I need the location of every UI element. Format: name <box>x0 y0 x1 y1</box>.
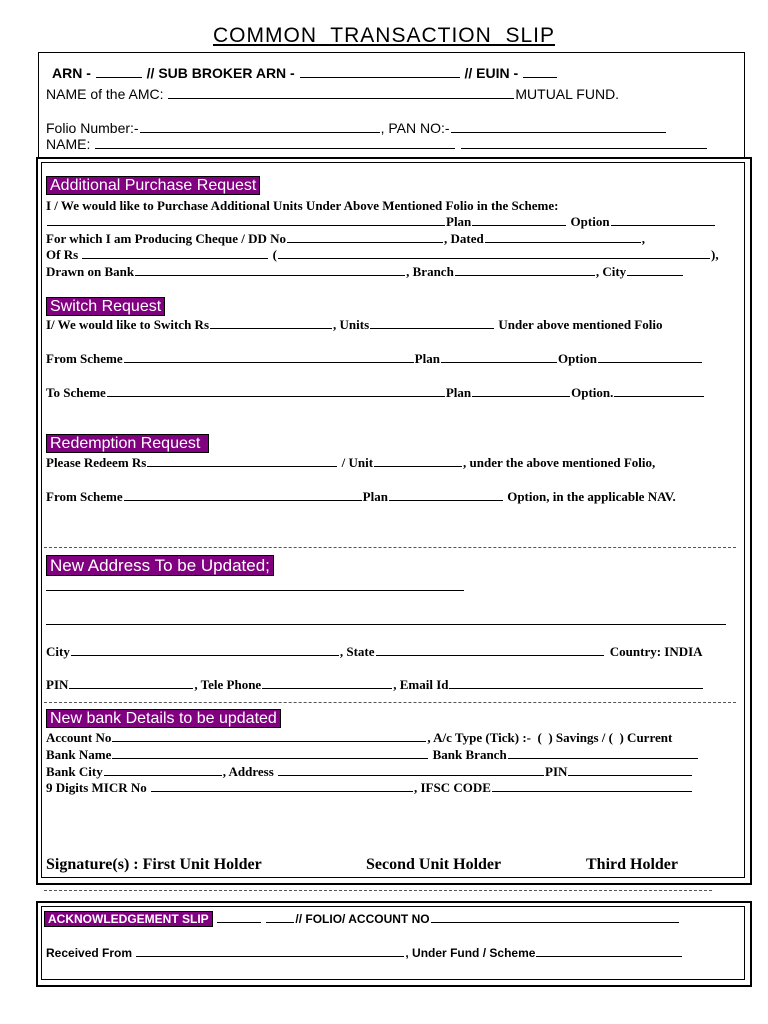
mutual-fund-label: MUTUAL FUND. <box>515 86 620 102</box>
bank-city-row <box>46 764 693 780</box>
redeem-plan-field[interactable] <box>389 489 503 501</box>
ac-type-label[interactable]: , A/c Type (Tick) :- ( ) Savings / ( ) Current <box>427 730 673 745</box>
purchase-plan-label: Plan <box>446 214 472 229</box>
address-pin-label: PIN <box>46 677 69 692</box>
euin-label: // EUIN - <box>464 65 519 81</box>
arn-label: ARN - <box>52 65 91 81</box>
purchase-line-3 <box>46 231 645 247</box>
drawn-on-field[interactable] <box>135 264 405 276</box>
switch-units-field[interactable] <box>370 317 494 329</box>
under-fund-field[interactable] <box>536 945 682 957</box>
switch-under-label: Under above mentioned Folio <box>498 317 663 332</box>
address-line-2[interactable] <box>46 624 726 625</box>
email-label: , Email Id <box>393 677 449 692</box>
folio-field[interactable] <box>140 121 380 133</box>
switch-from-plan-label: Plan <box>414 351 440 366</box>
arn-field[interactable] <box>96 66 142 78</box>
bank-heading: New bank Details to be updated <box>46 709 281 728</box>
switch-line-2 <box>46 351 703 367</box>
address-line-1[interactable] <box>46 590 464 591</box>
redeem-nav-label: Option, in the applicable NAV. <box>507 489 676 504</box>
ifsc-field[interactable] <box>492 780 692 792</box>
received-from-label: Received From <box>46 946 133 960</box>
purchase-heading: Additional Purchase Request <box>46 176 260 195</box>
ack-row-2 <box>46 945 683 960</box>
pan-label: , PAN NO:- <box>380 120 450 136</box>
ack-folio-label: // FOLIO/ ACCOUNT NO <box>295 912 430 926</box>
redeem-rs-label: Please Redeem Rs <box>46 455 147 470</box>
bank-branch-field[interactable] <box>508 747 698 759</box>
address-state-field[interactable] <box>376 644 604 656</box>
switch-from-plan-field[interactable] <box>441 351 557 363</box>
city-field[interactable] <box>627 264 683 276</box>
switch-from-option-field[interactable] <box>598 351 702 363</box>
purchase-option-label: Option <box>570 214 610 229</box>
bank-city-label: Bank City <box>46 764 103 779</box>
bank-address-label: , Address <box>222 764 274 779</box>
signature-second: Second Unit Holder <box>366 856 502 873</box>
ifsc-label: , IFSC CODE <box>414 780 491 795</box>
micr-field[interactable] <box>151 780 413 792</box>
ack-row-1 <box>44 911 680 926</box>
redeem-unit-label: / Unit <box>341 455 374 470</box>
switch-to-option-label: Option. <box>571 385 614 400</box>
bank-account-row <box>46 730 672 746</box>
ack-heading: ACKNOWLEDGEMENT SLIP <box>44 911 213 927</box>
dated-field[interactable] <box>485 231 641 243</box>
switch-to-option-field[interactable] <box>614 385 704 397</box>
euin-field[interactable] <box>523 66 557 78</box>
switch-rs-field[interactable] <box>210 317 332 329</box>
paren-open: ( <box>272 247 277 262</box>
switch-to-scheme-field[interactable] <box>107 385 445 397</box>
pan-field[interactable] <box>451 121 666 133</box>
amc-field[interactable] <box>168 87 514 99</box>
cheque-field[interactable] <box>287 231 443 243</box>
address-pin-row <box>46 677 704 693</box>
ack-field-2[interactable] <box>266 911 294 923</box>
address-state-label: , State <box>339 644 375 659</box>
ack-folio-field[interactable] <box>431 911 679 923</box>
redemption-line-1 <box>46 455 655 471</box>
redeem-plan-label: Plan <box>362 489 388 504</box>
page-title: COMMON TRANSACTION SLIP <box>213 24 555 47</box>
address-country-label: Country: INDIA <box>609 644 703 659</box>
arn-row <box>52 65 558 81</box>
address-city-row <box>46 644 703 660</box>
switch-units-label: , Units <box>333 317 370 332</box>
redeem-rs-field[interactable] <box>147 455 337 467</box>
bank-pin-field[interactable] <box>568 764 692 776</box>
redemption-line-2 <box>46 489 676 505</box>
bank-pin-label: PIN <box>545 764 568 779</box>
name-row <box>46 136 708 152</box>
switch-heading: Switch Request <box>46 297 165 316</box>
purchase-plan-field[interactable] <box>472 214 566 226</box>
address-heading: New Address To be Updated; <box>46 555 274 576</box>
of-rs-label: Of Rs <box>46 247 79 262</box>
redeem-from-scheme-label: From Scheme <box>46 489 123 504</box>
dated-label: , Dated <box>444 231 484 246</box>
branch-label: , Branch <box>406 264 454 279</box>
purchase-line-4 <box>46 247 719 263</box>
switch-from-scheme-label: From Scheme <box>46 351 123 366</box>
purchase-option-field[interactable] <box>611 214 715 226</box>
folio-row <box>46 120 667 136</box>
purchase-line-5 <box>46 264 684 280</box>
address-city-label: City <box>46 644 70 659</box>
account-no-field[interactable] <box>112 730 426 742</box>
signature-third: Third Holder <box>586 856 679 873</box>
sub-broker-label: // SUB BROKER ARN - <box>146 65 295 81</box>
bank-city-field[interactable] <box>104 764 222 776</box>
purchase-line-1 <box>46 198 740 214</box>
switch-line-3 <box>46 385 705 401</box>
cheque-label: For which I am Producing Cheque / DD No <box>46 231 287 246</box>
telephone-label: , Tele Phone <box>194 677 262 692</box>
amc-label: NAME of the AMC: <box>46 86 164 102</box>
divider-1 <box>44 547 736 548</box>
micr-label: 9 Digits MICR No <box>46 780 147 795</box>
name-field[interactable] <box>95 137 455 149</box>
purchase-scheme-field[interactable] <box>47 214 445 226</box>
signature-label: Signature(s) : First Unit Holder <box>46 856 262 873</box>
bank-name-row <box>46 747 699 763</box>
under-fund-label: , Under Fund / Scheme <box>405 946 536 960</box>
switch-line-1 <box>46 317 662 333</box>
divider-2 <box>44 702 736 703</box>
amc-row <box>46 86 619 102</box>
received-from-field[interactable] <box>136 945 404 957</box>
bank-name-label: Bank Name <box>46 747 112 762</box>
paren-close: ), <box>710 247 719 262</box>
switch-rs-label: I/ We would like to Switch Rs <box>46 317 210 332</box>
purchase-line-1-text: I / We would like to Purchase Additional Units Under Above Mentioned Folio in the Scheme: <box>46 198 559 213</box>
comma: , <box>641 231 646 246</box>
email-field[interactable] <box>449 677 703 689</box>
bank-address-field[interactable] <box>278 764 544 776</box>
drawn-on-label: Drawn on Bank <box>46 264 135 279</box>
sub-broker-field[interactable] <box>300 66 460 78</box>
bank-name-field[interactable] <box>112 747 428 759</box>
folio-label: Folio Number:- <box>46 120 139 136</box>
amount-words-field[interactable] <box>278 247 710 259</box>
name-field-2[interactable] <box>461 137 707 149</box>
telephone-field[interactable] <box>262 677 392 689</box>
branch-field[interactable] <box>455 264 595 276</box>
redeem-under-label: , under the above mentioned Folio, <box>463 455 656 470</box>
redemption-heading: Redemption Request <box>46 434 209 453</box>
purchase-line-2 <box>46 214 716 230</box>
redeem-unit-field[interactable] <box>374 455 462 467</box>
bank-branch-label: Bank Branch <box>432 747 507 762</box>
switch-from-option-label: Option <box>557 351 597 366</box>
switch-from-scheme-field[interactable] <box>124 351 414 363</box>
city-label: , City <box>595 264 627 279</box>
of-rs-field[interactable] <box>82 247 268 259</box>
name-label: NAME: <box>46 136 91 152</box>
ack-field-1[interactable] <box>217 911 261 923</box>
switch-to-plan-label: Plan <box>445 385 472 400</box>
address-city-field[interactable] <box>71 644 339 656</box>
redeem-from-scheme-field[interactable] <box>124 489 362 501</box>
account-no-label: Account No <box>46 730 112 745</box>
cut-line <box>44 890 712 891</box>
address-pin-field[interactable] <box>69 677 193 689</box>
bank-micr-row <box>46 780 693 796</box>
switch-to-scheme-label: To Scheme <box>46 385 106 400</box>
switch-to-plan-field[interactable] <box>472 385 570 397</box>
